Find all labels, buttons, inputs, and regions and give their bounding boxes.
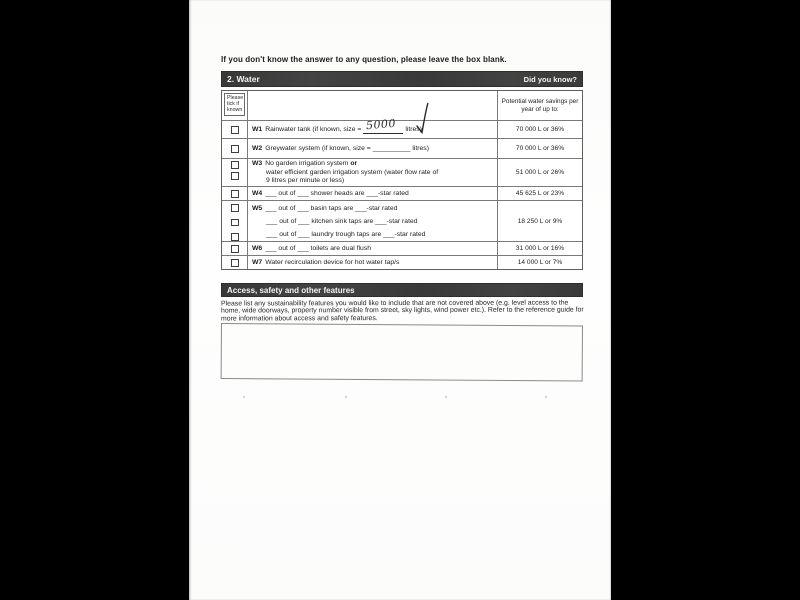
w6-savings: 31 000 L or 16% — [515, 245, 565, 252]
water-section-header — [221, 71, 583, 87]
savings-header-label: Potential water savings per year of up to: — [501, 97, 579, 113]
w1-size-blank[interactable] — [363, 116, 403, 134]
table-row-w4 — [222, 187, 582, 201]
instruction-text: If you don't know the answer to any question, please leave the box blank. — [221, 55, 507, 64]
w3-checkbox-cell — [222, 159, 248, 186]
w2-checkbox[interactable] — [231, 145, 239, 153]
w5-label-line2: ___ out of ___ kitchen sink taps are ___-star rated — [266, 218, 418, 225]
w3-checkbox-option2[interactable] — [231, 172, 239, 180]
w4-savings: 45 625 L or 23% — [515, 190, 565, 197]
table-row-w6 — [222, 242, 582, 256]
did-you-know-label: Did you know? — [523, 74, 577, 84]
access-description: Please list any sustainability features you would like to include that are not covered above (e.g. level access to the home, wide doorways, property number visible from street, sky lights, wind power etc.). Refer to the reference guide for more information about access and safety features. — [220, 299, 584, 323]
w1-checkbox-cell — [222, 121, 248, 138]
w7-question — [248, 256, 498, 269]
w5-label-line1: ___ out of ___ basin taps are ___-star rated — [265, 205, 398, 212]
w1-savings: 70 000 L or 36% — [515, 126, 565, 133]
w1-question — [248, 116, 498, 138]
scan-artifact-dot — [243, 396, 245, 398]
w2-question — [248, 139, 498, 158]
access-section-header — [221, 283, 583, 297]
w3-savings: 51 000 L or 26% — [515, 169, 565, 176]
w1-handwritten-value: 5000 — [365, 116, 397, 132]
w7-checkbox[interactable] — [231, 259, 239, 267]
w7-checkbox-cell — [222, 256, 248, 269]
w3-label-line1: No garden irrigation system — [265, 160, 349, 167]
w1-label: Rainwater tank (if known, size = — [265, 126, 362, 133]
w3-label-line3: 9 litres per minute or less) — [266, 177, 345, 185]
w4-checkbox-cell — [222, 187, 248, 200]
w5-code: W5 — [252, 205, 263, 212]
tick-header-cell — [222, 91, 248, 120]
table-row-w1 — [222, 116, 582, 139]
table-row-w3 — [222, 159, 582, 187]
w2-checkbox-cell — [222, 139, 248, 158]
w5-savings: 18 250 L or 9% — [517, 217, 563, 225]
w4-checkbox[interactable] — [231, 190, 239, 198]
table-header-row — [222, 91, 582, 121]
features-notes-box[interactable] — [221, 323, 583, 382]
w3-label-line2: water efficient garden irrigation system (water flow rate of — [266, 168, 439, 176]
question-header-cell — [248, 91, 498, 120]
water-table — [221, 90, 583, 270]
w1-checkbox[interactable] — [231, 126, 239, 134]
w5-label-line3: ___ out of ___ laundry trough taps are ___-star rated — [266, 231, 426, 238]
w4-code: W4 — [252, 190, 263, 197]
w6-question — [248, 242, 498, 255]
w6-code: W6 — [252, 245, 263, 252]
table-row-w2 — [222, 139, 582, 159]
w5-checkbox-basin[interactable] — [231, 204, 239, 212]
scan-artifact-dot — [445, 396, 447, 398]
tick-header-label: Please tick if known — [224, 93, 245, 116]
w2-label: Greywater system (if known, size = __________ litres) — [265, 145, 429, 152]
w5-question — [248, 201, 498, 241]
table-row-w5 — [222, 201, 582, 242]
w5-checkbox-kitchen[interactable] — [231, 219, 239, 227]
w3-label-or: or — [350, 160, 358, 167]
scanned-document-page — [189, 0, 611, 600]
w6-label: ___ out of ___ toilets are dual flush — [265, 245, 372, 252]
w1-label-suffix: litres) — [405, 126, 422, 133]
w7-code: W7 — [252, 259, 263, 266]
table-row-w7 — [222, 256, 582, 269]
w6-checkbox[interactable] — [231, 245, 239, 253]
w3-checkbox-option1[interactable] — [231, 161, 239, 169]
w1-code: W1 — [252, 126, 263, 133]
w2-code: W2 — [252, 145, 263, 152]
w5-checkbox-cell — [222, 201, 248, 241]
w7-savings: 14 000 L or 7% — [517, 259, 563, 266]
w3-code: W3 — [252, 160, 263, 167]
w3-question — [248, 159, 498, 186]
scan-artifact-dot — [545, 396, 547, 398]
w7-label: Water recirculation device for hot water tap/s — [265, 259, 400, 266]
w4-label: ___ out of ___ shower heads are ___-star rated — [265, 190, 409, 197]
w2-savings: 70 000 L or 36% — [515, 145, 565, 152]
handwritten-tick-icon — [414, 100, 434, 138]
scan-artifact-dot — [345, 396, 347, 398]
w6-checkbox-cell — [222, 242, 248, 255]
w4-question — [248, 187, 498, 200]
w5-checkbox-laundry[interactable] — [231, 233, 239, 241]
access-section-title: Access, safety and other features — [227, 285, 355, 295]
water-section-title: 2. Water — [227, 74, 260, 84]
